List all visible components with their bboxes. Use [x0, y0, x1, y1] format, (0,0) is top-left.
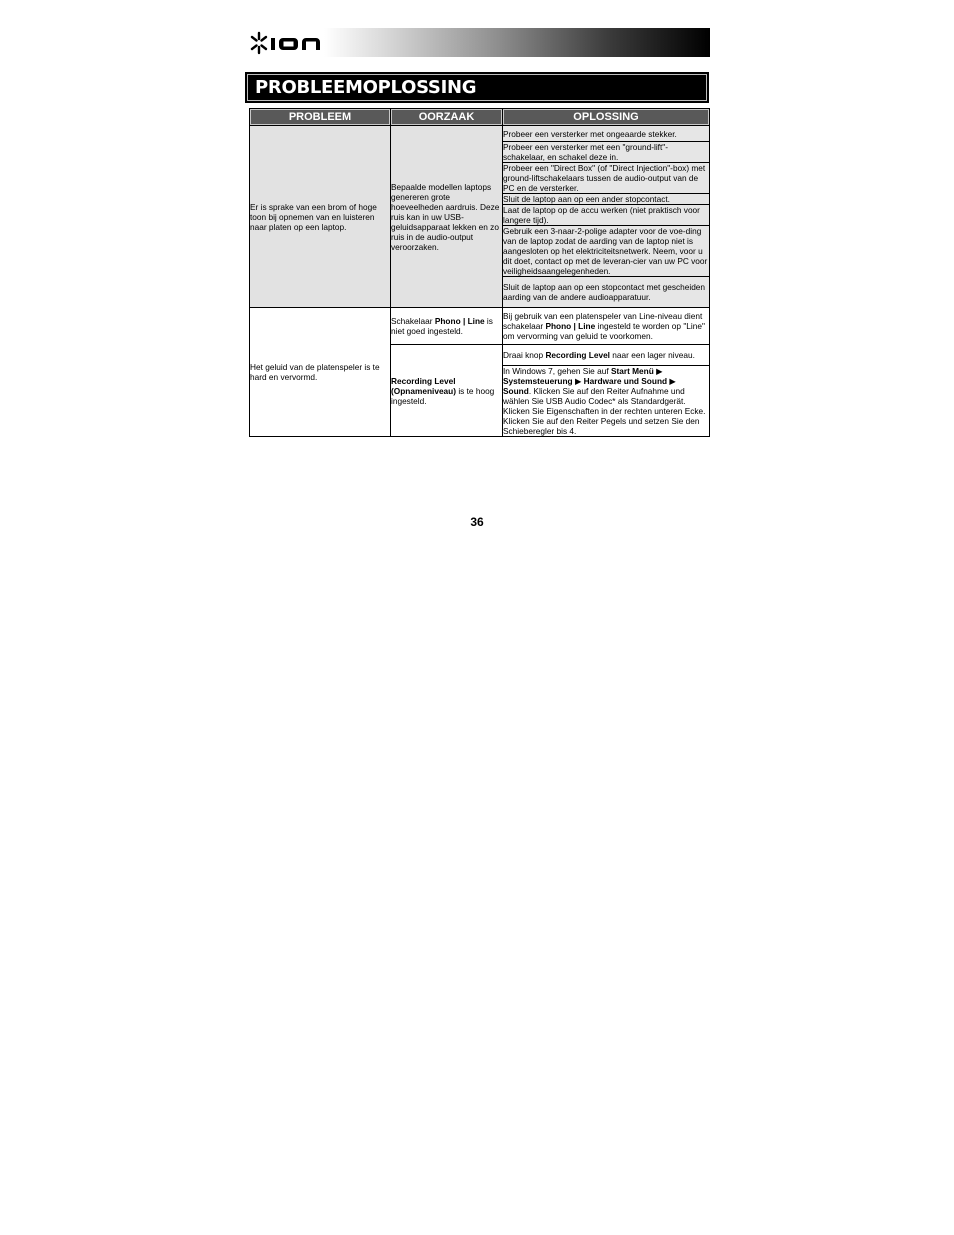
solution-cell: In Windows 7, gehen Sie auf Start Menü ▶ Systemsteuerung ▶ Hardware und Sound ▶ Sound. Klicken Sie auf den Reiter Aufnahme und wählen Sie USB Audio Codec* als Standardgerät. Klicken Sie Eigenschaften in der rechten unteren Ecke. Klicken Sie auf den Reiter Pegels und setzen Sie den Schieberegler bis 4.: [503, 366, 710, 437]
ion-logo: [249, 31, 329, 55]
solution-cell: Draai knop Recording Level naar een lager niveau.: [503, 345, 710, 366]
table-row: [250, 126, 710, 142]
problem-cell-distortion: Het geluid van de platenspeler is te hard en vervormd.: [250, 308, 391, 437]
troubleshooting-table: [249, 108, 710, 437]
solution-cell: Probeer een versterker met ongeaarde stekker.: [503, 126, 710, 142]
section-title: PROBLEEMOPLOSSING: [255, 77, 477, 98]
header-probleem: PROBLEEM: [250, 109, 391, 126]
cause-cell-ground-noise: Bepaalde modellen laptops genereren grote hoeveelheden aardruis. Deze ruis kan in uw USB-geluidsapparaat lekken en zo ruis in de audio-output veroorzaken.: [391, 126, 503, 308]
section-title-box: [245, 72, 709, 103]
solution-cell: Sluit de laptop aan op een ander stopcontact.: [503, 194, 710, 205]
header-gradient-bar: [245, 28, 710, 57]
solution-cell: Probeer een "Direct Box" (of "Direct Injection"-box) met ground-liftschakelaars tussen de audio-output van de PC en de versterker.: [503, 163, 710, 194]
cause-cell-level: Recording Level (Opnameniveau) is te hoog ingesteld.: [391, 345, 503, 437]
triangle-right-icon: ▶: [574, 376, 582, 386]
page-number: 36: [470, 515, 484, 529]
problem-cell-hum: Er is sprake van een brom of hoge toon bij opnemen van en luisteren naar platen op een laptop.: [250, 126, 391, 308]
solution-cell: Probeer een versterker met een "ground-lift"-schakelaar, en schakel deze in.: [503, 142, 710, 163]
solution-cell: Gebruik een 3-naar-2-polige adapter voor de voe-ding van de laptop zodat de aarding van de laptop niet is aangesloten op het elektriciteitsnetwerk. Neem, voor u dit doet, contact op met de leveran-cier van uw PC voor veiligheidsaangelegenheden.: [503, 226, 710, 277]
cause-cell-switch: Schakelaar Phono | Line is niet goed ingesteld.: [391, 308, 503, 345]
table-row: [250, 308, 710, 345]
solution-cell: Bij gebruik van een platenspeler van Line-niveau dient schakelaar Phono | Line ingesteld te worden op "Line" om vervorming van geluid te voorkomen.: [503, 308, 710, 345]
triangle-right-icon: ▶: [669, 376, 676, 386]
solution-cell: Sluit de laptop aan op een stopcontact met gescheiden aarding van de andere audioapparatuur.: [503, 277, 710, 308]
header-oorzaak: OORZAAK: [391, 109, 503, 126]
solution-cell: Laat de laptop op de accu werken (niet praktisch voor langere tijd).: [503, 205, 710, 226]
triangle-right-icon: ▶: [656, 366, 663, 376]
header-oplossing: OPLOSSING: [503, 109, 710, 126]
table-header-row: [250, 109, 710, 126]
